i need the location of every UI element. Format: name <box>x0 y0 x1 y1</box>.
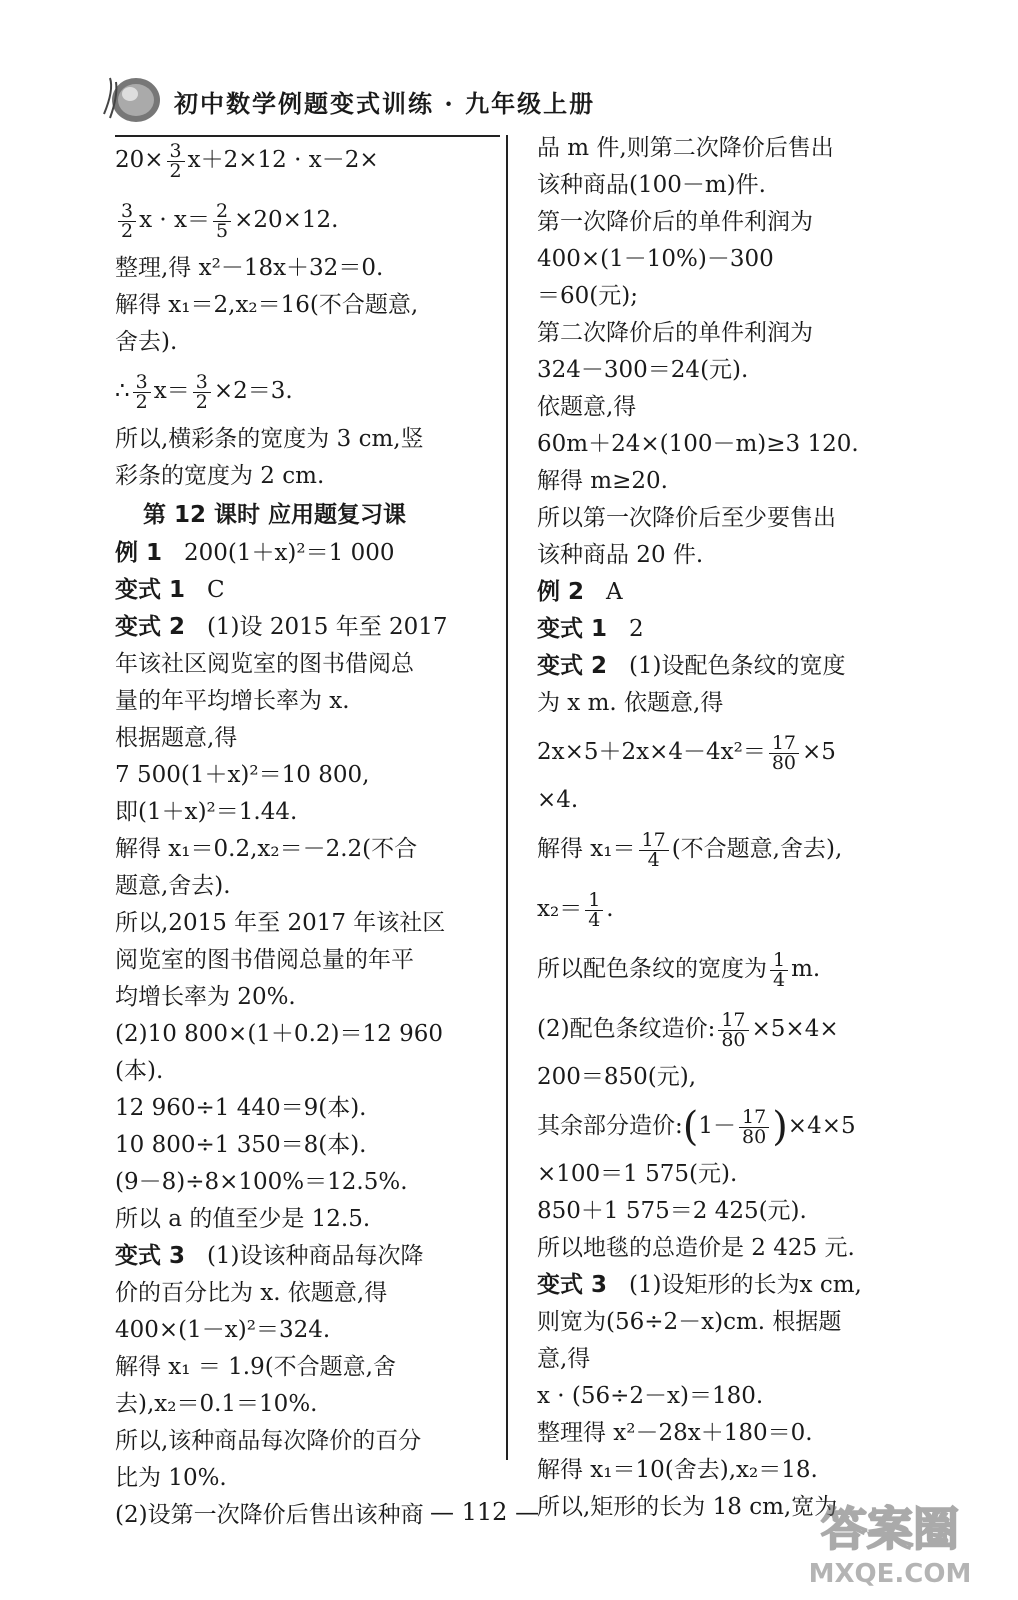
numerator: 3 <box>135 370 148 393</box>
text-line: 量的年平均增长率为 x. <box>115 688 350 714</box>
text-line: 所以,横彩条的宽度为 3 cm,竖 <box>115 426 424 452</box>
text-line: ×100＝1 575(元). <box>537 1161 738 1187</box>
text-line <box>115 130 500 190</box>
text: ×4×5 <box>787 1113 856 1139</box>
right-column <box>537 130 917 1526</box>
text: 2x×5＋2x×4－4x²＝ <box>537 739 766 765</box>
text-line <box>537 574 917 611</box>
text-line: (9－8)÷8×100%＝12.5%. <box>115 1169 408 1195</box>
text-line: 解得 x₁＝10(舍去),x₂＝18. <box>537 1457 818 1483</box>
text-line <box>537 1267 917 1304</box>
book-logo-icon <box>100 70 164 128</box>
fraction <box>769 731 799 774</box>
text-line: 比为 10%. <box>115 1465 227 1491</box>
text: 1－ <box>698 1113 736 1139</box>
text: . <box>606 896 614 922</box>
denominator: 4 <box>770 970 788 990</box>
text-line: 400×(1－10%)－300 <box>537 246 774 272</box>
text: 所以配色条纹的宽度为 <box>537 956 767 982</box>
text: ×5 <box>802 739 836 765</box>
variant-label: 变式 1 <box>115 577 186 603</box>
fraction <box>193 370 211 413</box>
denominator: 2 <box>118 221 136 241</box>
text-line: 品 m 件,则第二次降价后售出 <box>537 135 834 161</box>
text-line: 彩条的宽度为 2 cm. <box>115 463 325 489</box>
text-line: 400×(1－x)²＝324. <box>115 1317 331 1343</box>
fraction <box>739 1105 769 1148</box>
fraction <box>118 199 136 242</box>
text-line: 10 800÷1 350＝8(本). <box>115 1132 367 1158</box>
fraction <box>718 1008 748 1051</box>
therefore-symbol: ∴ <box>115 378 130 404</box>
text-line: 324－300＝24(元). <box>537 357 749 383</box>
text: (不合题意,舍去), <box>671 836 843 862</box>
text-line: 整理,得 x²－18x＋32＝0. <box>115 255 384 281</box>
page-number: — 112 — <box>430 1498 540 1526</box>
numerator: 17 <box>721 1008 746 1031</box>
variant-label: 变式 2 <box>115 614 186 640</box>
denominator: 5 <box>213 221 231 241</box>
text-line: x · (56÷2－x)＝180. <box>537 1383 764 1409</box>
text-line: (2)设第一次降价后售出该种商 <box>115 1502 424 1528</box>
text-line: 所以地毯的总造价是 2 425 元. <box>537 1235 855 1261</box>
numerator: 17 <box>771 731 797 754</box>
text-line <box>115 190 500 250</box>
text-line: 所以,2015 年至 2017 年该社区 <box>115 910 446 936</box>
text: ×2＝3. <box>213 378 293 404</box>
left-paren: ( <box>682 1104 699 1150</box>
text-line: 12 960÷1 440＝9(本). <box>115 1095 367 1121</box>
text-line: 则宽为(56÷2－x)cm. 根据题 <box>537 1309 842 1335</box>
text-line <box>537 722 917 782</box>
text: (2)配色条纹造价: <box>537 1016 716 1042</box>
text-line <box>537 819 917 879</box>
text: 20× <box>115 147 164 173</box>
text-line: 去),x₂＝0.1＝10%. <box>115 1391 318 1417</box>
text-line: 该种商品 20 件. <box>537 542 704 568</box>
text: (1)设该种商品每次降 <box>206 1243 424 1269</box>
variant-label: 变式 3 <box>115 1243 186 1269</box>
text-line <box>537 879 917 939</box>
text-line: (2)10 800×(1＋0.2)＝12 960 <box>115 1021 443 1047</box>
text: 解得 x₁＝ <box>537 836 636 862</box>
text-line: 所以 a 的值至少是 12.5. <box>115 1206 371 1232</box>
text-line: 7 500(1＋x)²＝10 800, <box>115 762 370 788</box>
denominator: 2 <box>133 392 151 412</box>
text-line: 850＋1 575＝2 425(元). <box>537 1198 807 1224</box>
variant-label: 变式 1 <box>537 616 608 642</box>
text-line: 解得 x₁＝0.2,x₂＝－2.2(不合 <box>115 836 418 862</box>
text-line <box>537 648 917 685</box>
column-divider <box>506 135 508 1460</box>
watermark-brand: 答案圈 <box>821 1502 959 1556</box>
text-line <box>115 572 500 609</box>
numerator: 1 <box>588 888 601 911</box>
text-line: 解得 x₁ ＝ 1.9(不合题意,舍 <box>115 1354 396 1380</box>
text: x · x＝ <box>139 207 210 233</box>
text-line: 阅览室的图书借阅总量的年平 <box>115 947 414 973</box>
text-line: 舍去). <box>115 329 178 355</box>
text-line: 解得 m≥20. <box>537 468 668 494</box>
text-line: 根据题意,得 <box>115 725 238 751</box>
text-line: 第二次降价后的单件利润为 <box>537 320 813 346</box>
text-line: 均增长率为 20%. <box>115 984 296 1010</box>
numerator: 3 <box>195 370 208 393</box>
text-line: 第一次降价后的单件利润为 <box>537 209 813 235</box>
text-line: ＝60(元); <box>537 283 638 309</box>
fraction <box>167 139 185 182</box>
text: x＋2×12 · x－2× <box>187 147 379 173</box>
text-line: 200＝850(元), <box>537 1064 697 1090</box>
denominator: 4 <box>639 850 669 870</box>
text-line: 整理得 x²－28x＋180＝0. <box>537 1420 813 1446</box>
text-line: ×4. <box>537 787 579 813</box>
text-line: 年该社区阅览室的图书借阅总 <box>115 651 414 677</box>
denominator: 2 <box>193 392 211 412</box>
text-line <box>537 939 917 999</box>
example-label: 例 1 <box>115 540 163 566</box>
text-line: 所以,该种商品每次降价的百分 <box>115 1428 422 1454</box>
text: (1)设配色条纹的宽度 <box>628 653 846 679</box>
fraction <box>639 828 669 871</box>
text: C <box>206 577 225 603</box>
numerator: 3 <box>169 139 182 162</box>
denominator: 80 <box>739 1127 769 1147</box>
text: 2 <box>628 616 644 642</box>
header-title: 初中数学例题变式训练 · 九年级上册 <box>174 89 596 118</box>
text: (1)设矩形的长为x cm, <box>628 1272 862 1298</box>
numerator: 2 <box>215 199 229 222</box>
fraction <box>585 888 603 931</box>
right-paren: ) <box>772 1104 788 1150</box>
text-line <box>115 535 500 572</box>
text: (1)设 2015 年至 2017 <box>206 614 448 640</box>
text-line: 为 x m. 依题意,得 <box>537 690 724 716</box>
text-line: 依题意,得 <box>537 394 637 420</box>
text: x＝ <box>153 378 190 404</box>
text-line: 所以,矩形的长为 18 cm,宽为 <box>537 1494 838 1520</box>
text-line: 解得 x₁＝2,x₂＝16(不合题意, <box>115 292 419 318</box>
text-line <box>537 1096 917 1156</box>
text-line: 即(1＋x)²＝1.44. <box>115 799 298 825</box>
text-line: 意,得 <box>537 1346 591 1372</box>
watermark-logo-icon <box>790 1490 990 1590</box>
denominator: 80 <box>718 1030 748 1050</box>
text-line: 所以第一次降价后至少要售出 <box>537 505 836 531</box>
text-line: 60m＋24×(100－m)≥3 120. <box>537 431 859 457</box>
text-line: (本). <box>115 1058 164 1084</box>
text-line <box>115 1238 500 1275</box>
fraction <box>213 199 231 242</box>
denominator: 4 <box>585 910 603 930</box>
left-column <box>115 130 500 1534</box>
example-label: 例 2 <box>537 579 585 605</box>
text: x₂＝ <box>537 896 583 922</box>
section-title: 第 12 课时 应用题复习课 <box>143 502 407 528</box>
fraction <box>133 370 151 413</box>
text-line <box>115 609 500 646</box>
text-line <box>537 611 917 648</box>
text: m. <box>791 956 821 982</box>
text-line <box>115 361 500 421</box>
denominator: 80 <box>769 753 799 773</box>
numerator: 17 <box>641 828 666 851</box>
text-line <box>537 999 917 1059</box>
text-line: 题意,舍去). <box>115 873 231 899</box>
numerator: 3 <box>121 199 134 222</box>
fraction <box>770 948 788 991</box>
numerator: 17 <box>742 1105 767 1128</box>
text: ×5×4× <box>751 1016 839 1042</box>
numerator: 1 <box>773 948 786 971</box>
text: 200(1＋x)²＝1 000 <box>183 540 395 566</box>
text-line: 该种商品(100－m)件. <box>537 172 766 198</box>
text: A <box>605 579 623 605</box>
text-line: 价的百分比为 x. 依题意,得 <box>115 1280 388 1306</box>
watermark-url: MXQE.COM <box>808 1559 972 1589</box>
text: ×20×12. <box>234 207 339 233</box>
variant-label: 变式 2 <box>537 653 608 679</box>
text: 其余部分造价: <box>537 1113 683 1139</box>
variant-label: 变式 3 <box>537 1272 608 1298</box>
denominator: 2 <box>167 161 185 181</box>
